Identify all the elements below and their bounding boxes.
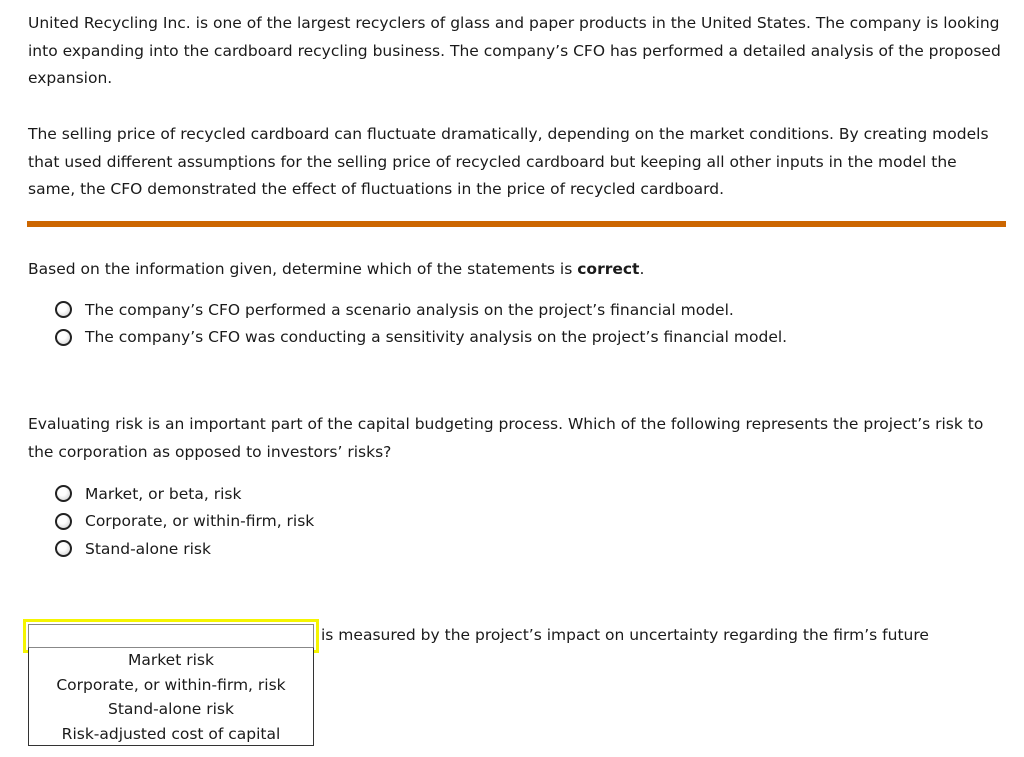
question-3-trailing-text: is measured by the project’s impact on uncertainty regarding the firm’s future: [321, 626, 929, 644]
question-2-option-stand-alone-risk[interactable]: [55, 535, 314, 563]
question-2-option-market-risk[interactable]: [55, 480, 314, 508]
option-label: Corporate, or within-firm, risk: [85, 512, 315, 531]
question-1-prefix: Based on the information given, determine which of the statements is: [28, 260, 578, 278]
question-1-suffix: .: [639, 260, 645, 278]
dropdown-option-market-risk[interactable]: Market risk: [128, 651, 214, 669]
question-2-prompt: Evaluating risk is an important part of the capital budgeting process. Which of the following represents the project’s risk to the corporation as opposed to investors’ risks?: [28, 415, 984, 461]
question-1-options: [55, 296, 787, 351]
option-label: Stand-alone risk: [85, 539, 211, 558]
dropdown-option-risk-adjusted-cost[interactable]: Risk-adjusted cost of capital: [61, 724, 281, 743]
radio-button[interactable]: [55, 540, 72, 557]
question-1-emphasis: correct: [577, 260, 640, 278]
option-label: The company’s CFO performed a scenario analysis on the project’s financial model.: [85, 300, 734, 319]
question-1-option-sensitivity[interactable]: [55, 324, 787, 352]
question-3-dropdown-list: [28, 647, 314, 746]
dropdown-option-corporate-risk[interactable]: Corporate, or within-firm, risk: [56, 675, 286, 694]
section-divider: [27, 221, 1006, 227]
option-label: The company’s CFO was conducting a sensitivity analysis on the project’s financial model.: [85, 328, 788, 347]
radio-button[interactable]: [55, 329, 72, 346]
question-2-option-corporate-risk[interactable]: [55, 508, 314, 536]
question-1-prompt: [28, 256, 1003, 284]
question-1-option-scenario[interactable]: [55, 296, 787, 324]
option-label: Market, or beta, risk: [85, 484, 242, 503]
radio-button[interactable]: [55, 485, 72, 502]
dropdown-option-stand-alone-risk[interactable]: Stand-alone risk: [108, 700, 234, 718]
question-3-dropdown[interactable]: [28, 624, 314, 648]
intro-paragraph-2: The selling price of recycled cardboard can fluctuate dramatically, depending on the market conditions. By creating models that used different assumptions for the selling price of recycled cardboard but keeping all other inputs in the model the same, the CFO demonstrated the effect of fluctuations in the price of recycled cardboard.: [28, 125, 989, 198]
question-2-options: [55, 480, 314, 563]
radio-button[interactable]: [55, 513, 72, 530]
intro-paragraph-1: United Recycling Inc. is one of the largest recyclers of glass and paper products in the United States. The company is looking into expanding into the cardboard recycling business. The company’s CFO has performed a detailed analysis of the proposed expansion.: [28, 14, 1001, 87]
radio-button[interactable]: [55, 301, 72, 318]
